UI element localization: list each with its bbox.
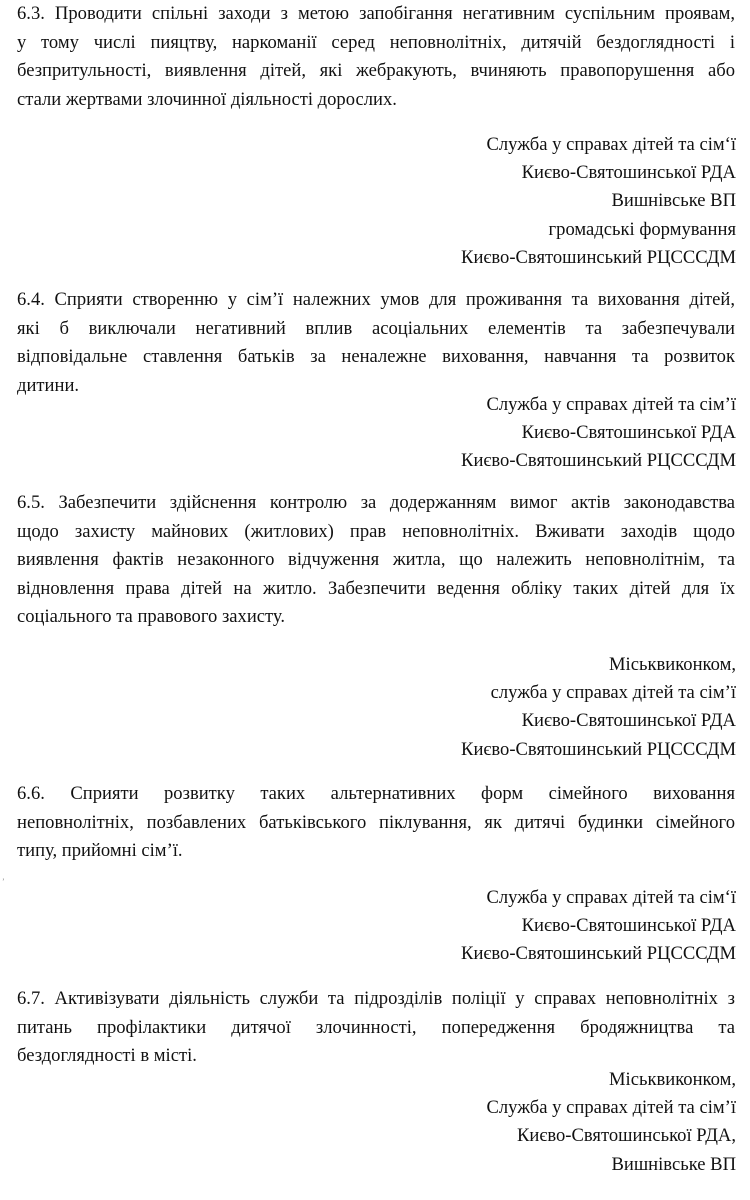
text-line: стали жертвами злочинної діяльності дорослих. [17, 88, 397, 110]
section-6-5-text [17, 489, 735, 632]
responsible-line: Києво-Святошинський РЦСССДМ [461, 738, 736, 760]
text-line: 6.7. Активізувати діяльність служби та підрозділів поліції у справах неповнолітніх з [17, 988, 735, 1009]
text-line: 6.5. Забезпечити здійснення контролю за додержанням вимог актів законодавства [17, 492, 735, 513]
responsible-line: Вишнівське ВП [611, 1153, 736, 1175]
text-line: виявлення фактів незаконного відчуження житла, що належить неповнолітнім, та [17, 549, 735, 570]
scan-speck: ’ [2, 877, 5, 886]
responsible-line: громадські формування [548, 218, 736, 240]
responsible-line: Києво-Святошинської РДА [521, 162, 736, 184]
responsible-line: Міськвиконком, [609, 654, 736, 675]
responsible-line: Києво-Святошинської РДА [521, 915, 736, 937]
section-6-7-text [17, 985, 735, 1071]
responsible-line: Служба у справах дітей та сім‘ї [486, 134, 736, 155]
text-line: 6.3. Проводити спільні заходи з метою запобігання негативним суспільним проявам, [17, 3, 735, 24]
responsible-line: служба у справах дітей та сім’ї [490, 682, 736, 704]
text-line: питань профілактики дитячої злочинності, попередження бродяжництва та [17, 1016, 735, 1038]
responsible-line: Вишнівське ВП [611, 190, 736, 212]
responsible-line: Служба у справах дітей та сім’ї [486, 1097, 736, 1119]
text-line: 6.6. Сприяти розвитку таких альтернативних форм сімейного виховання [17, 783, 735, 804]
text-line: відновлення права дітей на житло. Забезпечити ведення обліку таких дітей для їх [17, 577, 735, 599]
responsible-line: Служба у справах дітей та сім’ї [486, 394, 736, 415]
text-line: щодо захисту майнових (житлових) прав неповнолітніх. Вживати заходів щодо [17, 520, 735, 542]
responsible-line: Міськвиконком, [609, 1069, 736, 1090]
section-6-4-text [17, 286, 735, 400]
text-line: типу, прийомні сім’ї. [17, 840, 183, 861]
text-line: 6.4. Сприяти створенню у сім’ї належних умов для проживання та виховання дітей, [17, 289, 735, 310]
section-6-3-responsible [236, 131, 736, 272]
section-6-6-text [17, 780, 735, 866]
text-line: які б виключали негативний вплив асоціальних елементів та забезпечували [17, 317, 735, 339]
responsible-line: Києво-Святошинської РДА [521, 422, 736, 444]
responsible-line: Служба у справах дітей та сім‘ї [486, 887, 736, 908]
text-line: у тому числі пияцтву, наркоманії серед неповнолітніх, дитячій бездоглядності і [17, 31, 735, 53]
section-6-3-text [17, 0, 735, 114]
text-line: неповнолітніх, позбавлених батьківського піклування, як дитячі будинки сімейного [17, 811, 735, 833]
text-line: бездоглядності в місті. [17, 1045, 197, 1066]
responsible-line: Києво-Святошинської РДА [521, 710, 736, 732]
text-line: соціального та правового захисту. [17, 606, 286, 627]
section-6-6-responsible [236, 884, 736, 969]
responsible-line: Києво-Святошинський РЦСССДМ [461, 450, 736, 472]
responsible-line: Києво-Святошинський РЦСССДМ [461, 943, 736, 965]
responsible-line: Києво-Святошинський РЦСССДМ [461, 246, 736, 268]
text-line: відповідальне ставлення батьків за неналежне виховання, навчання та розвиток [17, 346, 735, 367]
text-line: безпритульності, виявлення дітей, які жебракують, вчиняють правопорушення або [17, 60, 735, 81]
responsible-line: Києво-Святошинської РДА, [517, 1125, 736, 1147]
text-line: дитини. [17, 374, 80, 396]
section-6-5-responsible [236, 651, 736, 764]
section-6-7-responsible [236, 1066, 736, 1179]
section-6-4-responsible [236, 391, 736, 476]
